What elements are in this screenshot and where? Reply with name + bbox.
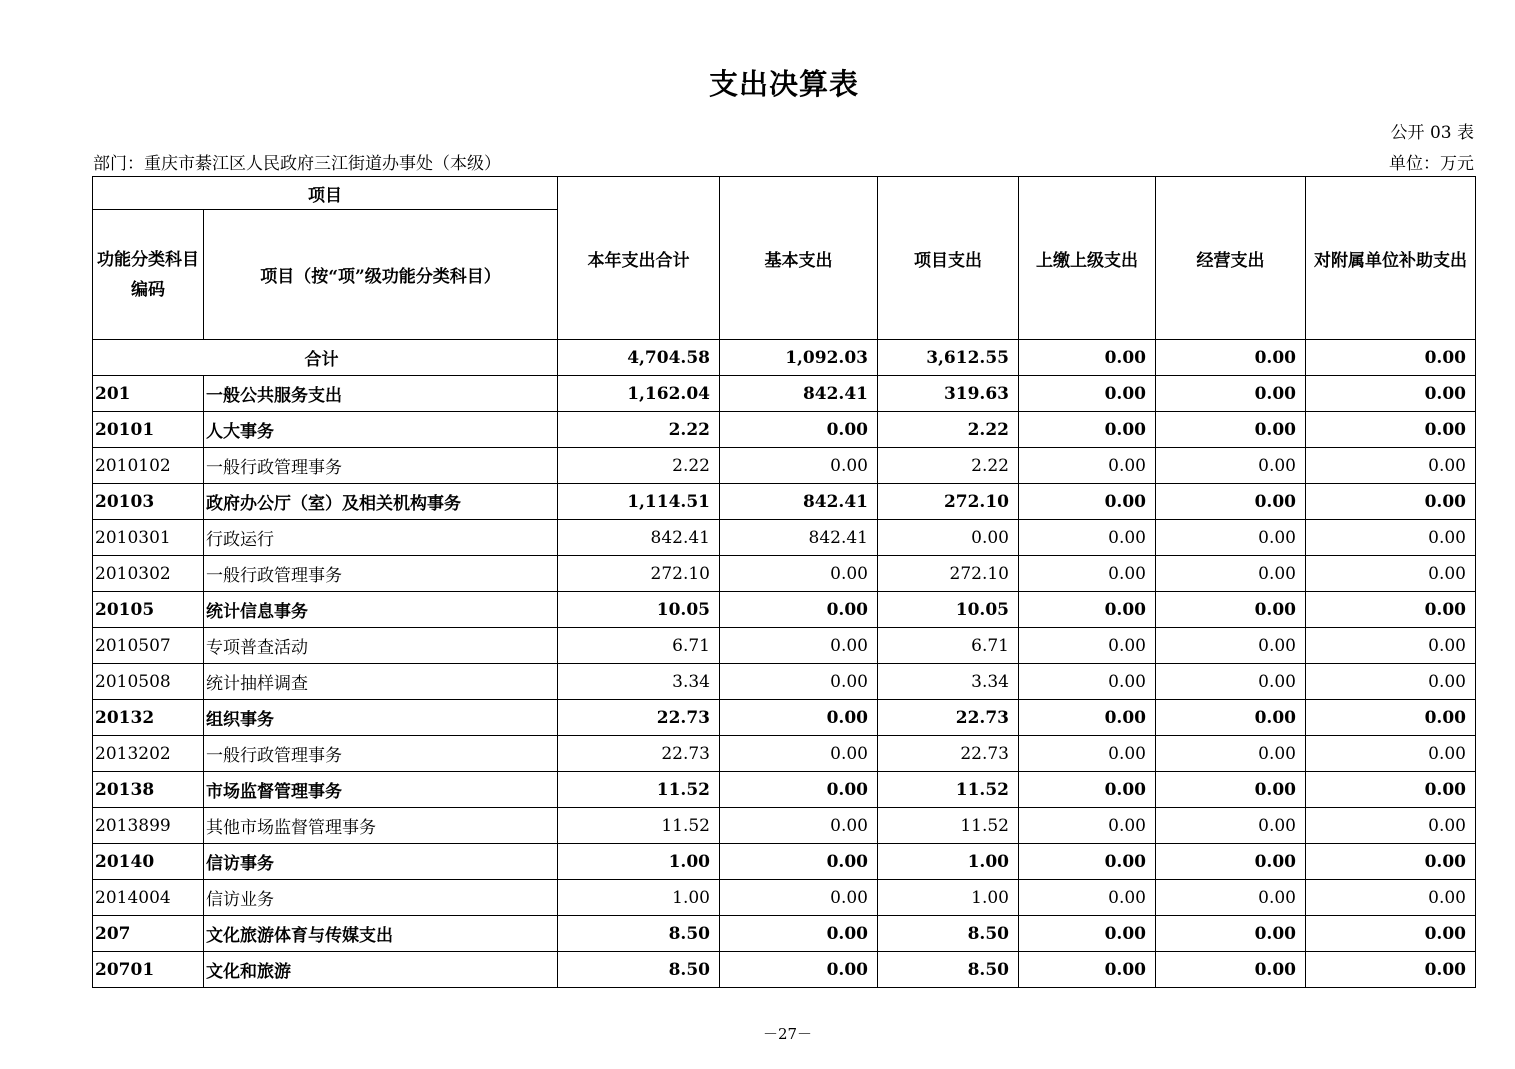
row-value: 1,162.04 — [558, 376, 720, 412]
row-value: 8.50 — [558, 952, 720, 988]
table-row — [93, 844, 1476, 880]
row-value: 0.00 — [1156, 628, 1306, 664]
total-row — [93, 340, 1476, 376]
row-value: 1,114.51 — [558, 484, 720, 520]
row-value: 0.00 — [1019, 736, 1156, 772]
row-name: 专项普查活动 — [204, 628, 558, 664]
row-code: 20140 — [93, 844, 204, 880]
row-code: 20105 — [93, 592, 204, 628]
table-row — [93, 520, 1476, 556]
row-value: 1.00 — [878, 844, 1019, 880]
row-code: 2010508 — [93, 664, 204, 700]
header-subsidy: 对附属单位补助支出 — [1306, 177, 1476, 340]
row-code: 2013899 — [93, 808, 204, 844]
header-project-expenditure: 项目支出 — [878, 177, 1019, 340]
row-value: 272.10 — [878, 484, 1019, 520]
row-value: 0.00 — [720, 736, 878, 772]
row-code: 201 — [93, 376, 204, 412]
row-value: 0.00 — [1306, 448, 1476, 484]
row-value: 0.00 — [1306, 376, 1476, 412]
row-value: 0.00 — [1156, 412, 1306, 448]
row-value: 0.00 — [1306, 844, 1476, 880]
header-total: 本年支出合计 — [558, 177, 720, 340]
row-name: 人大事务 — [204, 412, 558, 448]
row-value: 8.50 — [878, 952, 1019, 988]
row-name: 信访业务 — [204, 880, 558, 916]
row-value: 22.73 — [558, 736, 720, 772]
row-code: 2010507 — [93, 628, 204, 664]
row-code: 20132 — [93, 700, 204, 736]
row-code: 2010301 — [93, 520, 204, 556]
row-value: 0.00 — [1306, 700, 1476, 736]
table-number: 公开 03 表 — [1390, 123, 1474, 143]
header-basic: 基本支出 — [720, 177, 878, 340]
row-name: 文化旅游体育与传媒支出 — [204, 916, 558, 952]
row-value: 0.00 — [1019, 844, 1156, 880]
row-code: 2010102 — [93, 448, 204, 484]
row-value: 0.00 — [1019, 664, 1156, 700]
row-value: 0.00 — [720, 808, 878, 844]
row-value: 842.41 — [720, 520, 878, 556]
row-value: 0.00 — [720, 664, 878, 700]
row-value: 2.22 — [558, 448, 720, 484]
row-value: 0.00 — [720, 916, 878, 952]
row-value: 2.22 — [558, 412, 720, 448]
total-cell: 3,612.55 — [878, 340, 1019, 376]
table-row — [93, 808, 1476, 844]
row-value: 22.73 — [878, 736, 1019, 772]
row-value: 2.22 — [878, 448, 1019, 484]
row-value: 0.00 — [1306, 952, 1476, 988]
row-value: 0.00 — [1156, 916, 1306, 952]
row-value: 0.00 — [1156, 736, 1306, 772]
row-value: 0.00 — [720, 556, 878, 592]
row-code: 2010302 — [93, 556, 204, 592]
row-value: 0.00 — [1156, 592, 1306, 628]
row-value: 0.00 — [1019, 376, 1156, 412]
row-value: 0.00 — [720, 844, 878, 880]
unit-label: 单位：万元 — [1389, 154, 1474, 174]
row-value: 842.41 — [720, 484, 878, 520]
row-value: 11.52 — [558, 772, 720, 808]
row-name: 统计信息事务 — [204, 592, 558, 628]
row-value: 0.00 — [1306, 484, 1476, 520]
row-value: 0.00 — [1019, 880, 1156, 916]
table-row — [93, 592, 1476, 628]
row-value: 0.00 — [1306, 772, 1476, 808]
row-value: 0.00 — [1019, 520, 1156, 556]
row-value: 0.00 — [1306, 916, 1476, 952]
total-cell: 0.00 — [1306, 340, 1476, 376]
row-name: 一般公共服务支出 — [204, 376, 558, 412]
row-value: 3.34 — [878, 664, 1019, 700]
row-value: 0.00 — [1019, 916, 1156, 952]
table-row — [93, 664, 1476, 700]
row-value: 0.00 — [1306, 520, 1476, 556]
row-value: 1.00 — [558, 880, 720, 916]
table-row — [93, 952, 1476, 988]
row-name: 一般行政管理事务 — [204, 556, 558, 592]
row-value: 272.10 — [558, 556, 720, 592]
row-value: 272.10 — [878, 556, 1019, 592]
row-value: 0.00 — [1306, 412, 1476, 448]
row-value: 0.00 — [1156, 808, 1306, 844]
row-name: 组织事务 — [204, 700, 558, 736]
row-value: 0.00 — [1306, 556, 1476, 592]
row-value: 0.00 — [1306, 628, 1476, 664]
row-value: 0.00 — [720, 592, 878, 628]
header-code: 功能分类科目编码 — [93, 210, 204, 340]
table-row — [93, 484, 1476, 520]
row-value: 0.00 — [720, 952, 878, 988]
total-cell: 0.00 — [1156, 340, 1306, 376]
row-value: 0.00 — [1156, 520, 1306, 556]
row-name: 一般行政管理事务 — [204, 448, 558, 484]
row-value: 0.00 — [1156, 844, 1306, 880]
row-value: 3.34 — [558, 664, 720, 700]
total-cell: 0.00 — [1019, 340, 1156, 376]
header-business: 经营支出 — [1156, 177, 1306, 340]
table-row — [93, 880, 1476, 916]
row-value: 0.00 — [1156, 772, 1306, 808]
row-value: 2.22 — [878, 412, 1019, 448]
row-value: 0.00 — [1019, 952, 1156, 988]
row-value: 0.00 — [720, 628, 878, 664]
row-value: 0.00 — [1019, 592, 1156, 628]
page-number: －27－ — [762, 1025, 813, 1043]
row-value: 0.00 — [1306, 808, 1476, 844]
row-value: 0.00 — [1156, 700, 1306, 736]
header-project: 项目 — [93, 177, 558, 210]
row-value: 0.00 — [1019, 556, 1156, 592]
row-name: 其他市场监督管理事务 — [204, 808, 558, 844]
row-code: 20138 — [93, 772, 204, 808]
row-value: 10.05 — [558, 592, 720, 628]
row-value: 1.00 — [878, 880, 1019, 916]
row-value: 842.41 — [558, 520, 720, 556]
row-code: 207 — [93, 916, 204, 952]
row-value: 22.73 — [878, 700, 1019, 736]
row-value: 0.00 — [1019, 772, 1156, 808]
row-value: 11.52 — [878, 808, 1019, 844]
row-value: 0.00 — [1156, 376, 1306, 412]
row-value: 0.00 — [1019, 448, 1156, 484]
row-code: 2013202 — [93, 736, 204, 772]
row-value: 10.05 — [878, 592, 1019, 628]
row-value: 0.00 — [1156, 880, 1306, 916]
total-cell: 1,092.03 — [720, 340, 878, 376]
expenditure-table — [92, 176, 1476, 988]
row-value: 8.50 — [878, 916, 1019, 952]
row-value: 0.00 — [1156, 664, 1306, 700]
row-code: 20103 — [93, 484, 204, 520]
row-value: 6.71 — [558, 628, 720, 664]
row-code: 20101 — [93, 412, 204, 448]
row-value: 0.00 — [1019, 628, 1156, 664]
row-value: 22.73 — [558, 700, 720, 736]
row-value: 8.50 — [558, 916, 720, 952]
row-value: 0.00 — [1156, 448, 1306, 484]
row-value: 0.00 — [1019, 808, 1156, 844]
row-name: 信访事务 — [204, 844, 558, 880]
table-row — [93, 412, 1476, 448]
row-value: 0.00 — [1156, 952, 1306, 988]
row-value: 0.00 — [720, 412, 878, 448]
table-row — [93, 376, 1476, 412]
row-value: 0.00 — [1156, 484, 1306, 520]
table-row — [93, 916, 1476, 952]
row-name: 一般行政管理事务 — [204, 736, 558, 772]
row-value: 0.00 — [1306, 736, 1476, 772]
row-code: 20701 — [93, 952, 204, 988]
row-name: 统计抽样调查 — [204, 664, 558, 700]
row-value: 0.00 — [720, 448, 878, 484]
row-value: 11.52 — [558, 808, 720, 844]
table-row — [93, 772, 1476, 808]
table-row — [93, 700, 1476, 736]
row-name: 市场监督管理事务 — [204, 772, 558, 808]
row-value: 0.00 — [720, 880, 878, 916]
row-value: 0.00 — [1019, 412, 1156, 448]
table-row — [93, 736, 1476, 772]
row-value: 1.00 — [558, 844, 720, 880]
row-value: 11.52 — [878, 772, 1019, 808]
table-row — [93, 448, 1476, 484]
row-value: 6.71 — [878, 628, 1019, 664]
row-value: 0.00 — [720, 700, 878, 736]
row-value: 0.00 — [1306, 592, 1476, 628]
header-item: 项目（按“项”级功能分类科目） — [204, 210, 558, 340]
row-value: 0.00 — [1156, 556, 1306, 592]
table-row — [93, 556, 1476, 592]
table-row — [93, 628, 1476, 664]
row-name: 文化和旅游 — [204, 952, 558, 988]
row-value: 842.41 — [720, 376, 878, 412]
row-code: 2014004 — [93, 880, 204, 916]
row-value: 0.00 — [1019, 700, 1156, 736]
row-value: 319.63 — [878, 376, 1019, 412]
row-value: 0.00 — [1306, 664, 1476, 700]
row-name: 行政运行 — [204, 520, 558, 556]
header-upper-payment: 上缴上级支出 — [1019, 177, 1156, 340]
row-value: 0.00 — [878, 520, 1019, 556]
total-cell: 4,704.58 — [558, 340, 720, 376]
row-name: 政府办公厅（室）及相关机构事务 — [204, 484, 558, 520]
row-value: 0.00 — [1306, 880, 1476, 916]
row-value: 0.00 — [720, 772, 878, 808]
page-title: 支出决算表 — [708, 67, 859, 101]
department-label: 部门：重庆市綦江区人民政府三江街道办事处（本级） — [93, 154, 501, 174]
total-label: 合计 — [93, 340, 558, 376]
row-value: 0.00 — [1019, 484, 1156, 520]
